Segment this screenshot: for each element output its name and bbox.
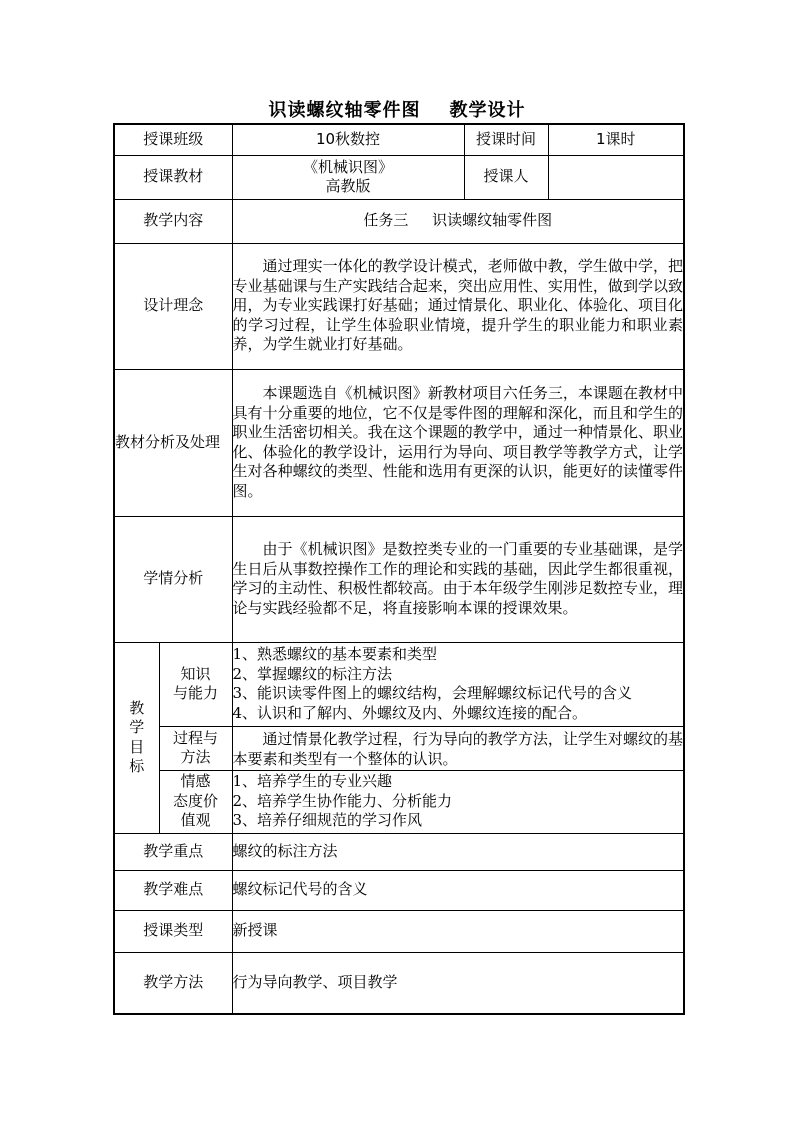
- process-label-line: 过程与: [173, 728, 219, 747]
- row-concept: [114, 243, 684, 369]
- process-label: [159, 726, 232, 770]
- emotion-label-line: 值观: [180, 811, 211, 830]
- objectives-label: [114, 642, 159, 833]
- time-value: 1课时: [548, 124, 684, 155]
- emotion-label: [159, 770, 232, 833]
- class-value: 10秋数控: [232, 124, 464, 155]
- list-item: 2、掌握螺纹的标注方法: [232, 664, 393, 683]
- material-label: 授课教材: [114, 155, 232, 199]
- row-lesson-type: [114, 910, 684, 952]
- difficult-point-label: 教学难点: [114, 870, 232, 910]
- process-paragraph: 通过情景化教学过程，行为导向的教学方法，让学生对螺纹的基本要素和类型有一个整体的认识。: [232, 730, 684, 768]
- list-item: 4、认识和了解内、外螺纹及内、外螺纹连接的配合。: [232, 703, 588, 722]
- students-text: [232, 516, 684, 642]
- list-item: 1、熟悉螺纹的基本要素和类型: [232, 645, 438, 663]
- key-point-label: 教学重点: [114, 833, 232, 870]
- list-item: 3、培养仔细规范的学习作风: [232, 811, 423, 830]
- lesson-type-label: 授课类型: [114, 910, 232, 952]
- concept-text: [232, 243, 684, 369]
- lesson-type-value: 新授课: [232, 910, 684, 952]
- emotion-label-line: 情感: [180, 772, 211, 791]
- teacher-value: [548, 155, 684, 199]
- row-objective-knowledge: [114, 642, 684, 726]
- teaching-method-value: 行为导向教学、项目教学: [232, 952, 684, 1014]
- teacher-label: 授课人: [464, 155, 548, 199]
- knowledge-label-line: 与能力: [173, 684, 219, 702]
- row-key-point: [114, 833, 684, 870]
- material-value: [232, 155, 464, 199]
- material-publisher: 高教版: [325, 177, 371, 195]
- row-teaching-method: [114, 952, 684, 1014]
- row-class: [114, 124, 684, 155]
- list-item: 2、培养学生协作能力、分析能力: [232, 791, 453, 810]
- knowledge-label-line: 知识: [180, 664, 211, 683]
- objectives-char: 学: [129, 718, 145, 736]
- row-objective-process: [114, 726, 684, 770]
- content-label: 教学内容: [114, 199, 232, 243]
- students-label: 学情分析: [114, 516, 232, 642]
- concept-paragraph: 通过理实一体化的教学设计模式，老师做中教，学生做中学，把专业基础课与生产实践结合起来，突出应用性、实用性，做到学以致用，为专业实践课打好基础；通过情景化、职业化、体验化、项目化的学习过程，让学生体验职业情境，提升学生的职业能力和职业素养，为学生就业打好基础。: [232, 257, 684, 354]
- row-analysis: [114, 369, 684, 516]
- analysis-label: 教材分析及处理: [114, 369, 232, 516]
- process-text: [232, 726, 684, 770]
- row-content: [114, 199, 684, 243]
- analysis-paragraph: 本课题选自《机械识图》新教材项目六任务三，本课题在教材中具有十分重要的地位，它不仅是零件图的理解和深化，而且和学生的职业生活密切相关。我在这个课题的教学中，通过一种情景化、职业化、体验化的教学设计，运用行为导向、项目教学等教学方式，让学生对各种螺纹的类型、性能和选用有更深的认识，能更好的读懂零件图。: [232, 384, 684, 500]
- emotion-list: [232, 770, 684, 833]
- list-item: 1、培养学生的专业兴趣: [232, 772, 393, 791]
- analysis-text: [232, 369, 684, 516]
- knowledge-label: [159, 642, 232, 726]
- process-label-line: 方法: [180, 748, 211, 766]
- row-material: [114, 155, 684, 199]
- students-paragraph: 由于《机械识图》是数控类专业的一门重要的专业基础课，是学生日后从事数控操作工作的理论和实践的基础，因此学生都很重视，学习的主动性、积极性都较高。由于本年级学生刚涉足数控专业，理论与实践经验都不足，将直接影响本课的授课效果。: [232, 540, 684, 617]
- time-label: 授课时间: [464, 124, 548, 155]
- document-title: 识读螺纹轴零件图 教学设计: [268, 100, 526, 121]
- content-value: 任务三 识读螺纹轴零件图: [232, 199, 684, 243]
- objectives-char: 标: [129, 757, 145, 775]
- list-item: 3、能识读零件图上的螺纹结构，会理解螺纹标记代号的含义: [232, 684, 633, 702]
- row-students: [114, 516, 684, 642]
- row-difficult-point: [114, 870, 684, 910]
- difficult-point-value: 螺纹标记代号的含义: [232, 870, 684, 910]
- material-name: 《机械识图》: [303, 157, 394, 176]
- class-label: 授课班级: [114, 124, 232, 155]
- row-objective-emotion: [114, 770, 684, 833]
- key-point-value: 螺纹的标注方法: [232, 833, 684, 870]
- knowledge-list: [232, 642, 684, 726]
- concept-label: 设计理念: [114, 243, 232, 369]
- objectives-char: 目: [129, 737, 145, 756]
- objectives-char: 教: [129, 698, 145, 717]
- lesson-plan-table: [113, 123, 685, 1015]
- emotion-label-line: 态度价: [173, 791, 219, 810]
- teaching-method-label: 教学方法: [114, 952, 232, 1014]
